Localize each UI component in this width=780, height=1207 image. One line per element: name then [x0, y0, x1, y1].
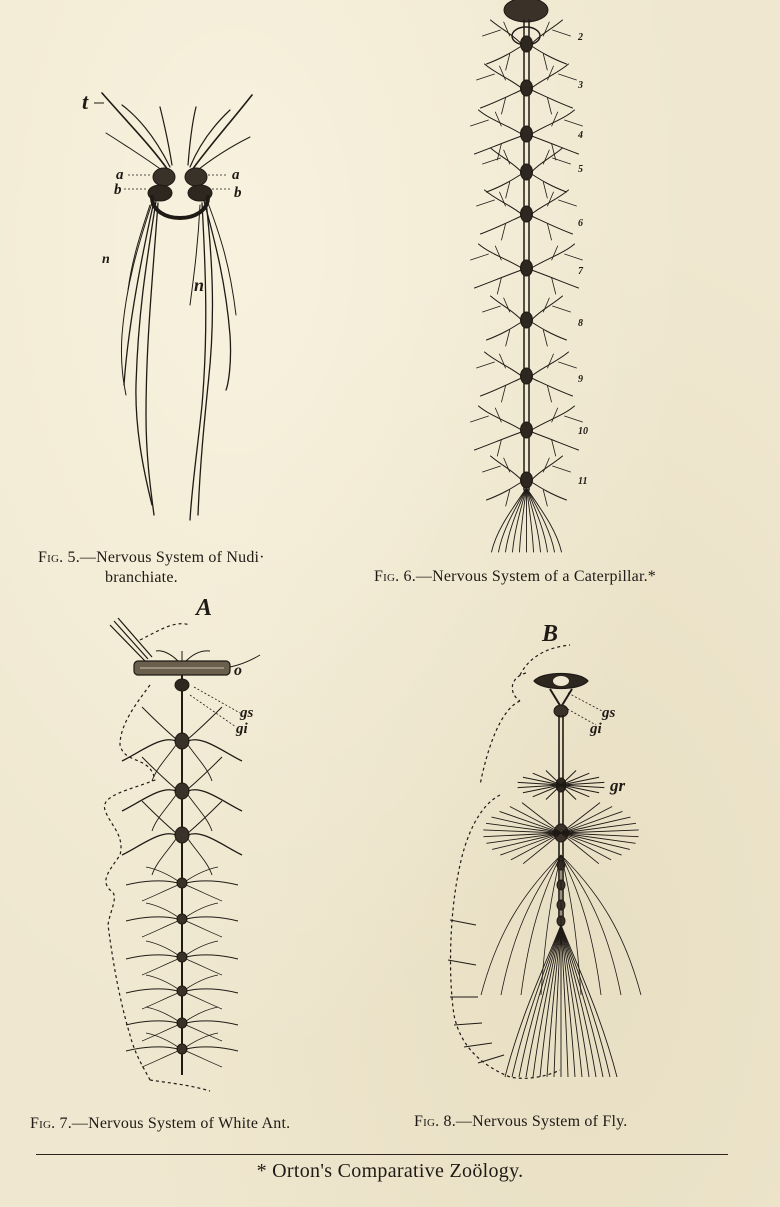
fig6-segment-number: 9 [578, 374, 583, 385]
fig5-nudibranch-illustration [80, 85, 280, 530]
fig6-segment-number: 7 [578, 266, 583, 277]
fig5-label-b-right: b [234, 185, 242, 201]
fig7-label-gs: gs [240, 705, 254, 721]
fig8-caption-text: —Nervous System of Fly. [455, 1113, 628, 1130]
fig6-number: Fig. 6. [374, 568, 416, 585]
fig5-caption-line2: branchiate. [105, 569, 178, 586]
fig5-label-a-left: a [116, 167, 124, 183]
footnote-rule [36, 1154, 728, 1155]
fig6-segment-number: 3 [578, 80, 583, 91]
fig8-fly-illustration [430, 615, 650, 1085]
fig7-caption [30, 1115, 290, 1133]
fig7-caption-text: —Nervous System of White Ant. [71, 1115, 291, 1132]
fig5-label-n-left: n [102, 252, 110, 267]
fig5-label-n-right: n [194, 275, 205, 295]
fig8-label-gr: gr [610, 776, 626, 795]
fig5-caption-line1: —Nervous System of Nudi· [79, 549, 265, 566]
fig6-segment-number: 6 [578, 218, 583, 229]
fig7-number: Fig. 7. [30, 1115, 72, 1132]
footnote: * Orton's Comparative Zoölogy. [256, 1160, 524, 1182]
fig8-label-gi: gi [590, 721, 602, 737]
fig7-label-o: o [234, 662, 242, 679]
fig6-segment-number: 11 [578, 476, 588, 487]
fig8-label-gs: gs [602, 705, 616, 721]
fig6-segment-number: 5 [578, 164, 583, 175]
fig6-caption-text: —Nervous System of a Caterpillar.* [415, 568, 656, 585]
fig6-segment-number: 8 [578, 318, 583, 329]
fig7-letter: A [196, 595, 213, 621]
fig8-number: Fig. 8. [414, 1113, 456, 1130]
fig6-segment-number: 4 [578, 130, 583, 141]
fig8-caption [414, 1113, 627, 1131]
fig6-segment-number: 10 [578, 426, 588, 437]
fig7-white-ant-illustration [90, 595, 290, 1100]
fig5-label-t: t [82, 89, 89, 114]
fig5-label-b-left: b [114, 182, 122, 198]
fig5-number: Fig. 5. [38, 549, 80, 566]
fig5-caption [38, 549, 265, 567]
fig6-segment-number: 2 [578, 32, 583, 43]
fig5-caption-line2-wrap [105, 569, 178, 587]
fig6-caption [374, 568, 656, 586]
fig8-letter: B [542, 621, 559, 647]
fig7-label-gi: gi [236, 721, 248, 737]
fig6-caterpillar-illustration [470, 0, 610, 555]
fig5-label-a-right: a [232, 167, 240, 183]
